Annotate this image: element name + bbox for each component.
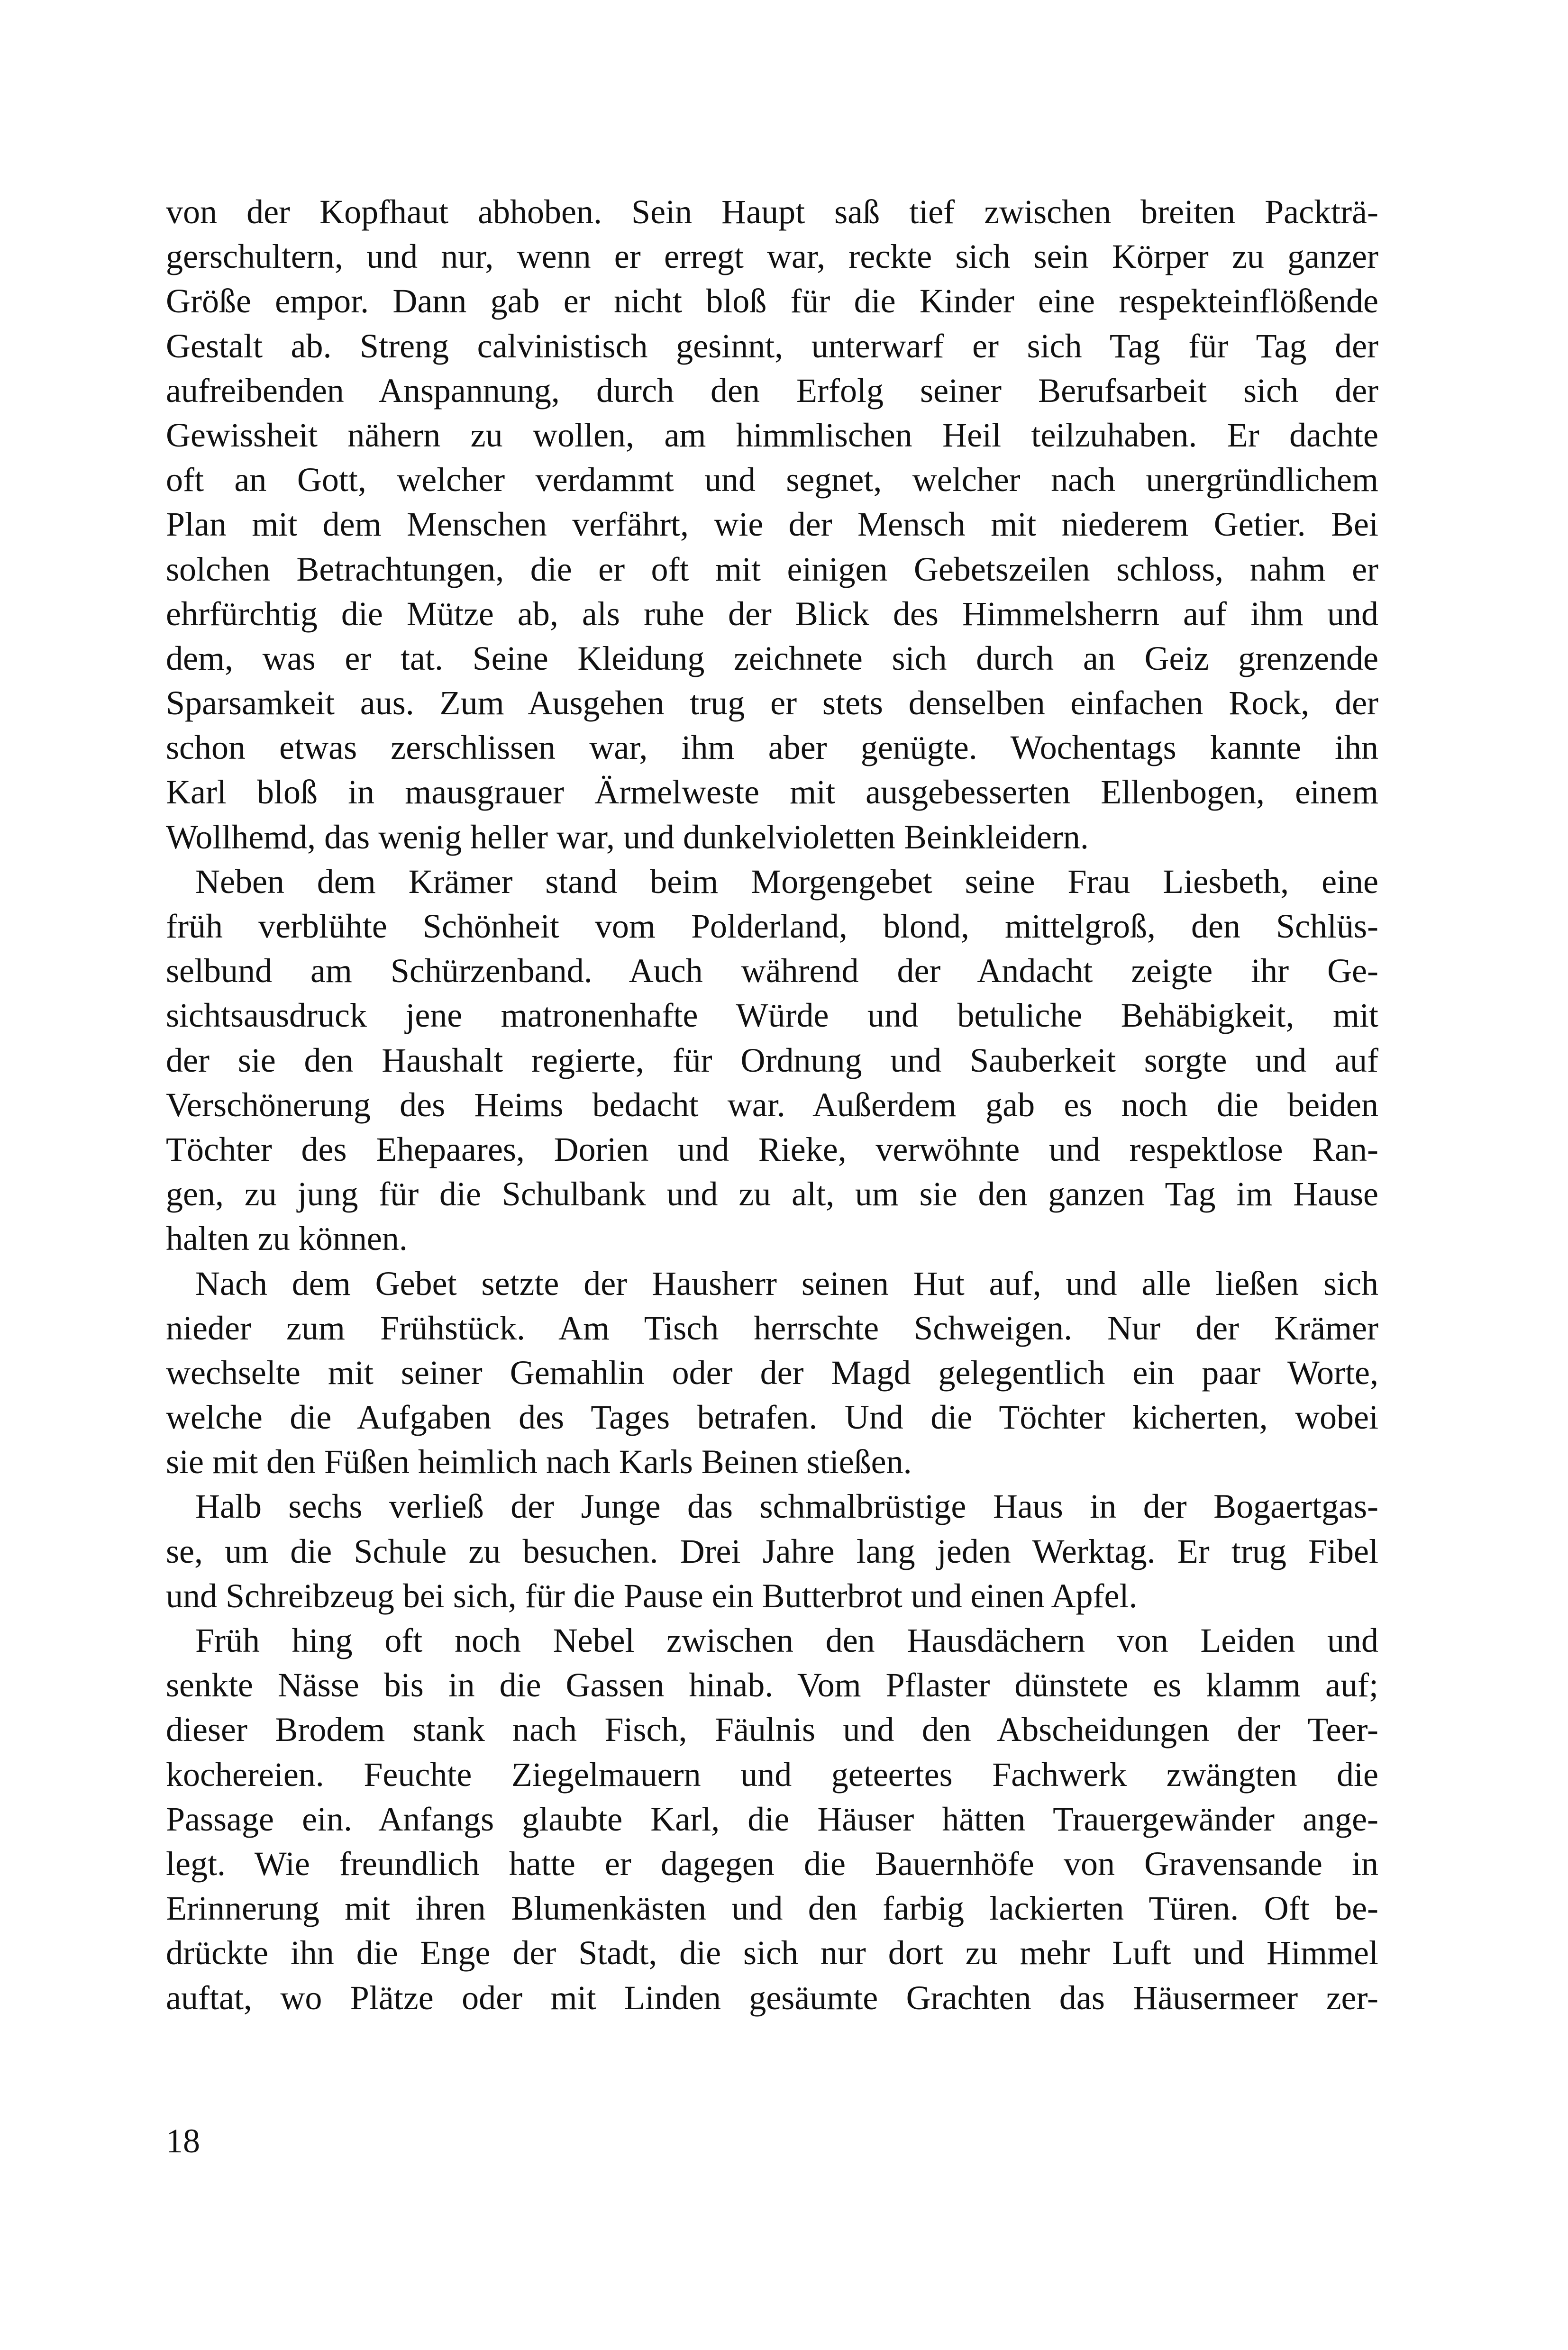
text-line: schon etwas zerschlissen war, ihm aber genügte. Wochentags kannte ihn xyxy=(166,729,1378,767)
text-line: Erinnerung mit ihren Blumenkästen und den farbig lackierten Türen. Oft be- xyxy=(166,1889,1378,1928)
text-line: welche die Aufgaben des Tages betrafen. Und die Töchter kicherten, wobei xyxy=(166,1398,1378,1437)
text-line: und Schreibzeug bei sich, für die Pause ein Butterbrot und einen Apfel. xyxy=(166,1576,1138,1615)
text-line: früh verblühte Schönheit vom Polderland, blond, mittelgroß, den Schlüs- xyxy=(166,907,1378,945)
text-line: senkte Nässe bis in die Gassen hinab. Vom Pflaster dünstete es klamm auf; xyxy=(166,1666,1378,1704)
text-line: dem, was er tat. Seine Kleidung zeichnete sich durch an Geiz grenzende xyxy=(166,639,1378,677)
text-line: Wollhemd, das wenig heller war, und dunkelvioletten Beinkleidern. xyxy=(166,818,1089,856)
text-line: Neben dem Krämer stand beim Morgengebet seine Frau Liesbeth, eine xyxy=(195,862,1378,901)
text-line: kochereien. Feuchte Ziegelmauern und geteertes Fachwerk zwängten die xyxy=(166,1755,1378,1794)
text-line: Nach dem Gebet setzte der Hausherr seinen Hut auf, und alle ließen sich xyxy=(195,1264,1378,1303)
text-line: Verschönerung des Heims bedacht war. Außerdem gab es noch die beiden xyxy=(166,1085,1378,1124)
paragraph xyxy=(166,190,1378,859)
text-line: gen, zu jung für die Schulbank und zu alt, um sie den ganzen Tag im Hause xyxy=(166,1175,1378,1213)
text-line: halten zu können. xyxy=(166,1220,408,1258)
text-line: Plan mit dem Menschen verfährt, wie der Mensch mit niederem Getier. Bei xyxy=(166,505,1378,544)
text-line: auftat, wo Plätze oder mit Linden gesäumte Grachten das Häusermeer zer- xyxy=(166,1978,1378,2017)
text-line: Töchter des Ehepaares, Dorien und Rieke, verwöhnte und respektlose Ran- xyxy=(166,1130,1378,1168)
text-line: sie mit den Füßen heimlich nach Karls Beinen stießen. xyxy=(166,1443,912,1481)
text-line: wechselte mit seiner Gemahlin oder der Magd gelegentlich ein paar Worte, xyxy=(166,1353,1378,1392)
text-line: von der Kopfhaut abhoben. Sein Haupt saß tief zwischen breiten Packträ- xyxy=(166,193,1378,231)
text-line: selbund am Schürzenband. Auch während der Andacht zeigte ihr Ge- xyxy=(166,952,1378,990)
text-line: solchen Betrachtungen, die er oft mit einigen Gebetszeilen schloss, nahm er xyxy=(166,550,1378,588)
text-line: oft an Gott, welcher verdammt und segnet, welcher nach unergründlichem xyxy=(166,461,1378,499)
paragraph xyxy=(166,1484,1378,1618)
text-line: dieser Brodem stank nach Fisch, Fäulnis und den Abscheidungen der Teer- xyxy=(166,1711,1378,1749)
text-line: Größe empor. Dann gab er nicht bloß für die Kinder eine respekteinflößende xyxy=(166,282,1378,320)
text-line: aufreibenden Anspannung, durch den Erfolg seiner Berufsarbeit sich der xyxy=(166,371,1378,410)
text-line: Gewissheit nähern zu wollen, am himmlischen Heil teilzuhaben. Er dachte xyxy=(166,416,1378,454)
text-line: sichtsausdruck jene matronenhafte Würde und betuliche Behäbigkeit, mit xyxy=(166,996,1378,1035)
text-line: gerschultern, und nur, wenn er erregt war, reckte sich sein Körper zu ganzer xyxy=(166,237,1378,276)
text-line: Passage ein. Anfangs glaubte Karl, die Häuser hätten Trauergewänder ange- xyxy=(166,1800,1378,1838)
page-number: 18 xyxy=(166,2122,200,2160)
paragraph xyxy=(166,1261,1378,1485)
text-line: Sparsamkeit aus. Zum Ausgehen trug er stets denselben einfachen Rock, der xyxy=(166,684,1378,722)
text-line: Gestalt ab. Streng calvinistisch gesinnt, unterwarf er sich Tag für Tag der xyxy=(166,327,1378,365)
text-line: legt. Wie freundlich hatte er dagegen die Bauernhöfe von Gravensande in xyxy=(166,1844,1378,1883)
text-line: Halb sechs verließ der Junge das schmalbrüstige Haus in der Bogaertgas- xyxy=(195,1487,1378,1526)
text-line: nieder zum Frühstück. Am Tisch herrschte Schweigen. Nur der Krämer xyxy=(166,1309,1378,1347)
text-line: Früh hing oft noch Nebel zwischen den Hausdächern von Leiden und xyxy=(195,1621,1378,1659)
paragraph xyxy=(166,1618,1378,2020)
text-line: ehrfürchtig die Mütze ab, als ruhe der Blick des Himmelsherrn auf ihm und xyxy=(166,594,1378,633)
paragraph xyxy=(166,859,1378,1261)
text-line: der sie den Haushalt regierte, für Ordnung und Sauberkeit sorgte und auf xyxy=(166,1041,1378,1079)
body-text xyxy=(166,190,1378,2020)
text-line: drückte ihn die Enge der Stadt, die sich nur dort zu mehr Luft und Himmel xyxy=(166,1934,1378,1972)
text-line: Karl bloß in mausgrauer Ärmelweste mit ausgebesserten Ellenbogen, einem xyxy=(166,773,1378,811)
text-line: se, um die Schule zu besuchen. Drei Jahre lang jeden Werktag. Er trug Fibel xyxy=(166,1532,1378,1570)
